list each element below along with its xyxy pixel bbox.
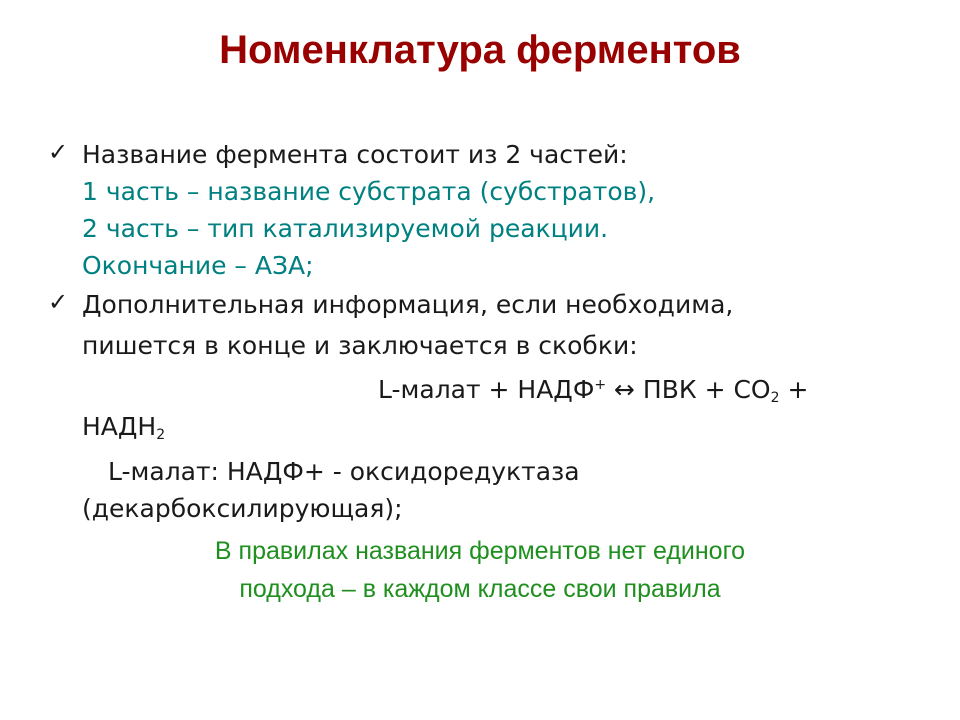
footer-line2: подхода – в каждом классе свои правила [239,575,721,603]
reaction-equation [378,370,808,413]
enzyme-name-line1: L-малат: НАДФ+ - оксидоредуктаза [108,457,580,486]
reaction-sub2: 2 [156,427,166,443]
reaction-part2: ↔ ПВК + СО [606,375,771,404]
page-title: Номенклатура ферментов [219,28,741,72]
check-icon: ✓ [48,138,69,166]
reaction-part1: L-малат + НАДФ [378,375,595,404]
bullet1-line1: Название фермента состоит из 2 частей: [82,140,628,169]
footer-line1: В правилах названия ферментов нет единого [214,537,746,565]
reaction-sup1: + [594,377,607,393]
bullet2-line2: пишется в конце и заключается в скобки: [82,331,638,360]
bullet1-line2: 1 часть – название субстрата (субстратов), [82,177,656,206]
reaction-part3: + [779,375,809,404]
check-icon: ✓ [48,288,69,316]
reaction-sub1: 2 [770,390,780,406]
bullet1-line4: Окончание – АЗА; [82,251,314,280]
reaction-part4: НАДН [82,412,157,441]
enzyme-name-line2: (декарбоксилирующая); [82,494,403,523]
reaction-continuation [82,412,165,450]
bullet2-line1: Дополнительная информация, если необходима, [82,290,734,319]
bullet1-line3: 2 часть – тип катализируемой реакции. [82,214,609,243]
